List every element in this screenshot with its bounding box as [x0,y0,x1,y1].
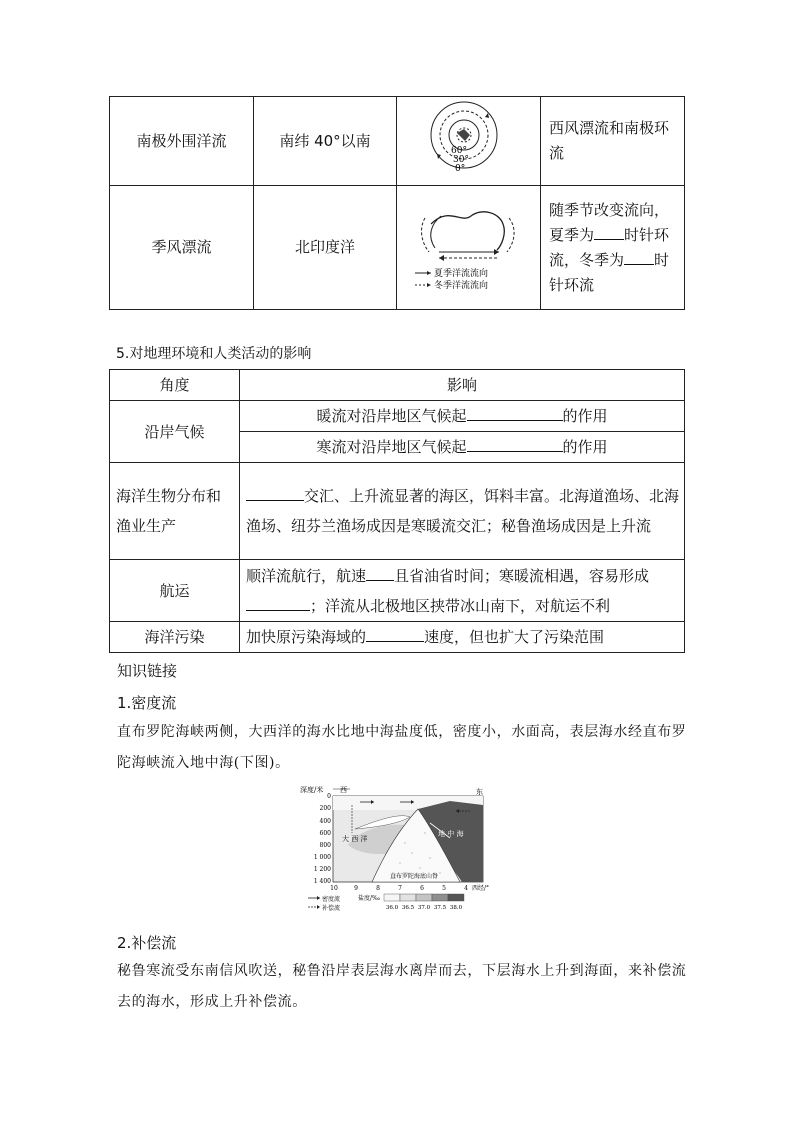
warm-current-cell [240,401,685,432]
y-tick: 600 [319,830,331,837]
table-header-row [110,370,685,401]
west-label: 西 [340,786,347,794]
row-label: 航运 [110,560,240,622]
y-tick: 1 200 [313,866,331,873]
x-tick: 9 [354,885,358,892]
x-tick: 8 [376,885,380,892]
compensation-current-text: 秘鲁寒流受东南信风吹送，秘鲁沿岸表层海水离岸而去，下层海水上升到海面，来补偿流去的海水，形成上升补偿流。 [117,963,687,1010]
row-label: 海洋生物分布和渔业生产 [110,463,240,560]
legend-compensation: 补偿流 [322,905,341,912]
current-name-cell: 季风漂流 [110,186,254,310]
description-cell: 西风漂流和南极环流 [541,97,685,186]
salinity-value: 36.5 [401,905,415,911]
depth-label: 深度/米 [300,786,324,794]
mediterranean-label: 地 中 海 [438,830,464,838]
diagram-label: 0° [454,164,465,174]
header-angle: 角度 [110,370,240,401]
location-cell: 南纬 40°以南 [254,97,397,186]
y-tick: 1 000 [313,854,331,861]
answer-blank[interactable] [467,405,563,421]
answer-blank[interactable] [366,626,424,642]
x-tick: 4 [464,885,468,892]
atlantic-label: 大 西 洋 [342,835,368,843]
diagram-cell [397,186,541,310]
density-current-text: 直布罗陀海峡两侧，大西洋的海水比地中海盐度低，密度小，水面高，表层海水经直布罗陀海峡流入地中海(下图)。 [117,724,687,771]
shipping-text: ；洋流从北极地区挟带冰山南下，对航运不利 [310,596,611,615]
salinity-value: 38.0 [449,905,463,911]
legend-summer: 夏季洋流流向 [433,268,488,279]
antarctic-circulation-diagram [419,97,519,177]
cold-prefix: 寒流对沿岸地区气候起 [316,438,467,456]
gibraltar-density-current-figure [300,783,500,923]
monsoon-drift-diagram [409,194,529,294]
y-tick: 400 [319,818,331,825]
location-cell: 北印度洋 [254,186,397,310]
y-tick: 0 [327,793,331,800]
answer-blank[interactable] [624,249,654,265]
suffix: 的作用 [562,438,608,456]
ridge-label: 直布罗陀海底山脊 [390,873,439,880]
answer-blank[interactable] [594,224,624,240]
pollution-text: 速度，但也扩大了污染范围 [424,628,605,646]
salinity-value: 37.0 [417,905,431,911]
east-label: 东 [476,788,483,796]
answer-blank[interactable] [246,485,304,501]
table-row [110,186,685,310]
x-tick: 10 [330,885,338,892]
answer-blank[interactable] [467,436,563,452]
x-tick: 5 [442,885,446,892]
legend-winter: 冬季洋流流向 [433,280,488,291]
density-current-title: 1.密度流 [117,694,177,712]
section-title: 5.对地理环境和人类活动的影响 [116,346,312,362]
x-tick: 7 [398,885,402,892]
shipping-text: 且省油省时间；寒暖流相遇，容易形成 [394,566,650,585]
impact-table [109,369,685,653]
warm-prefix: 暖流对沿岸地区气候起 [316,407,467,425]
shipping-text: 顺洋流航行，航速 [246,566,367,585]
table-row [110,622,685,653]
table-row [110,560,685,622]
y-tick: 1 400 [313,878,331,885]
diagram-label: 60° [450,146,467,156]
desc-text: 时针环流 [549,250,670,294]
fishery-cell [240,463,685,560]
row-label: 沿岸气候 [110,401,240,463]
desc-text: 时针环流，冬季为 [549,225,670,269]
cold-current-cell [240,432,685,463]
row-label: 海洋污染 [110,622,240,653]
suffix: 的作用 [562,407,608,425]
salinity-label: 盐度/‰ [358,895,381,902]
pollution-cell [240,622,685,653]
x-axis-label: 西经/° [472,885,490,892]
salinity-value: 37.5 [433,905,447,911]
table-row [110,401,685,432]
desc-text: 随季节改变流向，夏季为 [549,200,670,244]
y-tick: 200 [319,805,331,812]
diagram-cell [397,97,541,186]
current-types-table [109,96,685,310]
knowledge-title: 知识链接 [117,662,178,680]
salinity-value: 36.0 [385,905,399,911]
answer-blank[interactable] [366,565,394,581]
fishery-text: 交汇、上升流显著的海区，饵料丰富。北海道渔场、北海渔场、纽芬兰渔场成因是寒暖流交汇；秘鲁渔场成因是上升流 [246,487,680,535]
y-tick: 800 [319,842,331,849]
header-effect: 影响 [240,370,685,401]
legend-density: 密度流 [322,896,341,903]
answer-blank[interactable] [246,595,310,611]
x-tick: 6 [420,885,424,892]
table-row [110,463,685,560]
pollution-text: 加快原污染海域的 [246,628,367,646]
current-name-cell: 南极外围洋流 [110,97,254,186]
diagram-label: 30° [452,155,469,165]
table-row [110,97,685,186]
description-cell [541,186,685,310]
shipping-cell [240,560,685,622]
compensation-current-title: 2.补偿流 [117,934,177,952]
